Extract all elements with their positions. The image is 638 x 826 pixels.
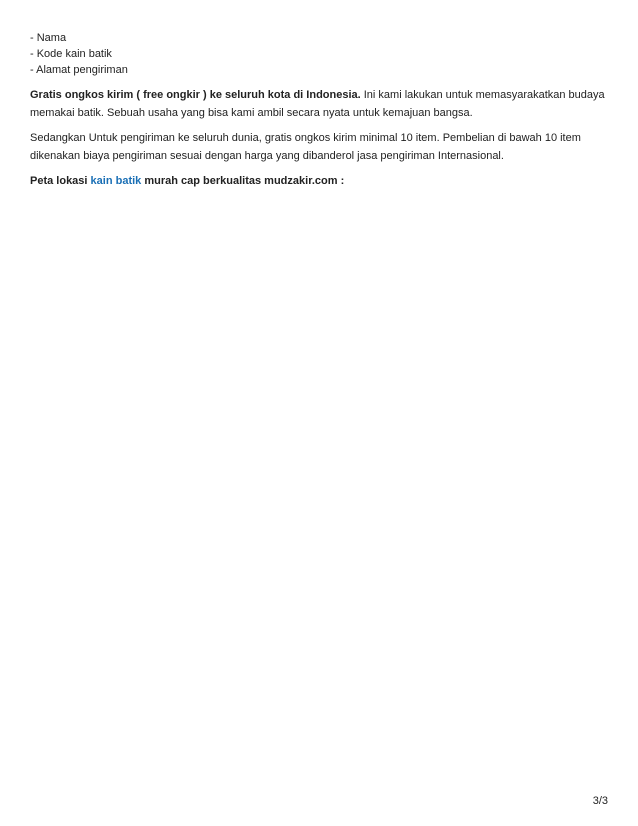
order-info-list (30, 30, 610, 78)
shipping-paragraph (30, 86, 610, 122)
free-shipping-heading: Gratis ongkos kirim ( free ongkir ) ke seluruh kota di Indonesia. (30, 89, 361, 101)
page-number: 3/3 (592, 795, 608, 807)
kain-batik-link[interactable]: kain batik (90, 175, 142, 187)
location-map-heading (30, 172, 610, 190)
location-lead-text: Peta lokasi (30, 175, 91, 187)
list-item: - Alamat pengiriman (30, 64, 128, 76)
international-shipping-paragraph: Sedangkan Untuk pengiriman ke seluruh dunia, gratis ongkos kirim minimal 10 item. Pembelian di bawah 10 item dikenakan biaya pengiriman sesuai dengan harga yang dibanderol jasa pengiriman Internasional. (30, 132, 581, 162)
location-tail-text: murah cap berkualitas mudzakir.com : (141, 175, 345, 187)
list-item: - Nama (30, 32, 67, 44)
list-item: - Kode kain batik (30, 48, 112, 60)
shipping-paragraph-text: Ini kami lakukan untuk memasyarakatkan budaya memakai batik. Sebuah usaha yang bisa kami ambil secara nyata untuk kemajuan bangsa. (30, 89, 605, 119)
document-page (30, 30, 610, 190)
